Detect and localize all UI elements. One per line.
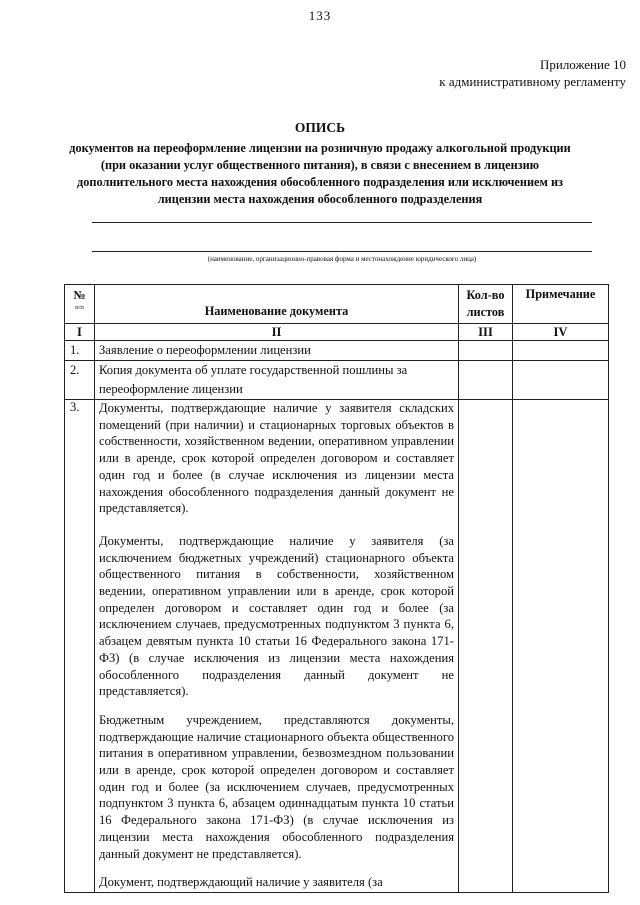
row3-paragraph-2: Документы, подтверждающие наличие у заявителя (за исключением бюджетных учреждений) стационарного объекта общественного питания в собственности, хозяйственном ведении, оперативном управлении или в аренде, срок которой определен договором и составляет один год и более (за исключением случаев, предусмотренных подпунктом 3 пункта 6, абзацем девятым пункта 10 статьи 16 Федерального закона 171-ФЗ) (в случае исключения из лицензии места нахождения обособленного подразделения данный документ не представляется). — [99, 533, 454, 699]
table-row — [65, 341, 609, 361]
table-row — [65, 400, 609, 893]
page-number: 133 — [308, 8, 332, 23]
header-document-name: Наименование документа — [95, 285, 459, 324]
row-number: 3. — [65, 400, 95, 893]
roman-4: IV — [513, 324, 609, 341]
appendix-header — [439, 56, 626, 90]
document-subtitle: документов на переоформление лицензии на розничную продажу алкогольной продукции (при оказании услуг общественного питания), в связи с внесением в лицензию дополнительного места нахождения обособленного подразделения или исключением из лицензии места нахождения обособленного подразделения — [69, 141, 571, 206]
row-document-name: Копия документа об уплате государственной пошлины за переоформление лицензии — [95, 361, 459, 400]
documents-table — [64, 284, 609, 893]
roman-1: I — [65, 324, 95, 341]
table-header-row — [65, 285, 609, 324]
row3-paragraph-4: Документ, подтверждающий наличие у заявителя (за — [99, 875, 383, 890]
row-note-cell[interactable] — [513, 341, 609, 361]
document-title: ОПИСЬ — [294, 120, 346, 135]
row-sheet-count-cell[interactable] — [459, 361, 513, 400]
roman-2: II — [95, 324, 459, 341]
row-document-name: Заявление о переоформлении лицензии — [95, 341, 459, 361]
fill-in-line-1[interactable] — [92, 222, 592, 223]
table-row — [65, 361, 609, 400]
header-sheet-count: Кол-во листов — [459, 285, 513, 324]
appendix-line-2: к административному регламенту — [439, 74, 626, 89]
roman-numeral-row — [65, 324, 609, 341]
row-sheet-count-cell[interactable] — [459, 400, 513, 893]
header-number-label: № — [73, 288, 86, 302]
row-number: 1. — [65, 341, 95, 361]
fill-in-line-2[interactable] — [92, 251, 592, 252]
fill-in-caption: (наименование, организационно-правовая форма и местонахождение юридического лица) — [207, 255, 477, 263]
row-document-name — [95, 400, 459, 893]
row-number: 2. — [65, 361, 95, 400]
header-number — [65, 285, 95, 324]
appendix-line-1: Приложение 10 — [539, 57, 626, 72]
row3-paragraph-1: Документы, подтверждающие наличие у заявителя складских помещений (при наличии) и стационарных торговых объектов в собственности, хозяйственном ведении, оперативном управлении или в аренде, срок которой определен договором и составляет один год и более (в случае исключения из лицензии места нахождения обособленного подразделения данный документ не представляется). — [99, 401, 454, 516]
row-note-cell[interactable] — [513, 361, 609, 400]
roman-3: III — [459, 324, 513, 341]
row-sheet-count-cell[interactable] — [459, 341, 513, 361]
header-note: Примечание — [513, 285, 609, 324]
header-number-sub: п/п — [75, 304, 84, 311]
row-note-cell[interactable] — [513, 400, 609, 893]
row3-paragraph-3: Бюджетным учреждением, представляются документы, подтверждающие наличие стационарного объекта общественного питания в оперативном управлении, безвозмездном пользовании или в аренде, срок которой определен договором и составляет один год и более (за исключением случаев, предусмотренных подпунктом 3 пункта 6, абзацем одиннадцатым пункта 10 статьи 16 Федерального закона 171-ФЗ) (в случае исключения из лицензии места нахождения обособленного подразделения данный документ не представляется). — [99, 712, 454, 861]
